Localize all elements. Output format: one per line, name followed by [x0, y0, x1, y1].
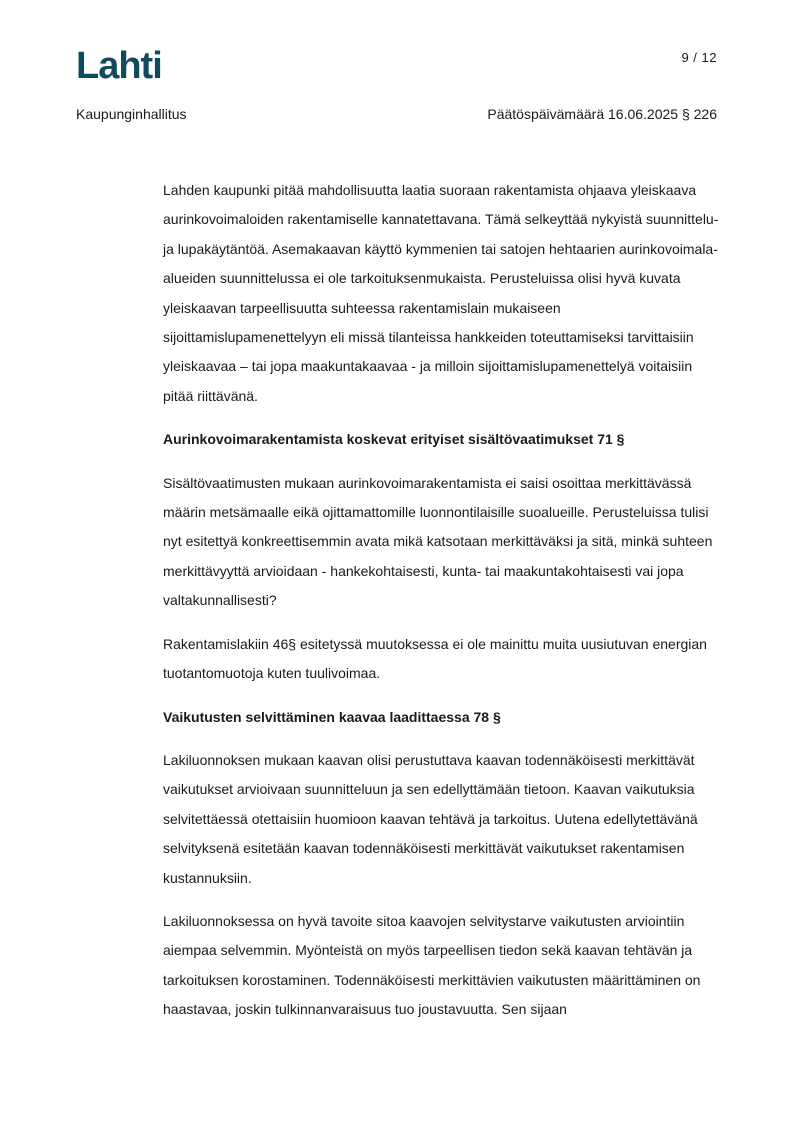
document-header [76, 106, 717, 122]
paragraph: Rakentamislakiin 46§ esitetyssä muutoksessa ei ole mainittu muita uusiutuvan energian tuotantomuotoja kuten tuulivoimaa. [163, 635, 707, 682]
paragraph: Lahden kaupunki pitää mahdollisuutta laatia suoraan rakentamista ohjaava yleiskaava aurinkovoimaloiden rakentamiselle kannatettavana. Tämä selkeyttää nykyistä suunnittelu- ja lupakäytäntöä. Asemakaavan käyttö kymmenien tai satojen hehtaarien aurinkovoimala-alueiden suunnittelussa ei ole tarkoituksenmukaista. Perusteluissa olisi hyvä kuvata yleiskaavan tarpeellisuutta suhteessa rakentamislain mukaiseen sijoittamislupamenettelyyn eli missä tilanteissa hankkeiden toteuttamiseksi tarvittaisiin yleiskaavaa – tai jopa maakuntakaavaa - ja milloin sijoittamislupamenettelyä voitaisiin pitää riittävänä. [163, 182, 719, 404]
lahti-logo [76, 44, 168, 84]
paragraph: Sisältövaatimusten mukaan aurinkovoimarakentamista ei saisi osoittaa merkittävässä määrin metsämaalle eikä ojittamattomille luonnontilaisille suoalueille. Perusteluissa tulisi nyt esitettyä konkreettisemmin avata mikä katsotaan merkittäväksi ja sitä, minkä suhteen merkittävyyttä arvioidaan - hankekohtaisesti, kunta- tai maakuntakohtaisesti vai jopa valtakunnallisesti? [163, 474, 713, 609]
paragraph: Lakiluonnoksen mukaan kaavan olisi perustuttava kaavan todennäköisesti merkittävät vaikutukset arvioivaan suunnitteluun ja sen edellyttämään tietoon. Kaavan vaikutuksia selvitettäessä otettaisiin huomioon kaavan tehtävä ja tarkoitus. Uutena edellytettävänä selvityksenä esitetään kaavan todennäköisesti merkittävät vaikutukset rakentamisen kustannuksiin. [163, 751, 698, 886]
organization-name: Kaupunginhallitus [76, 106, 187, 122]
section-heading: Aurinkovoimarakentamista koskevat erityiset sisältövaatimukset 71 § [163, 431, 625, 448]
logo-wordmark: Lahti [76, 45, 162, 84]
decision-date: Päätöspäivämäärä 16.06.2025 § 226 [487, 106, 717, 122]
document-body [163, 176, 723, 1039]
page-number: 9 / 12 [681, 50, 717, 65]
section-heading: Vaikutusten selvittäminen kaavaa laadittaessa 78 § [163, 708, 501, 725]
paragraph: Lakiluonnoksessa on hyvä tavoite sitoa kaavojen selvitystarve vaikutusten arviointiin aiempaa selvemmin. Myönteistä on myös tarpeellisen tiedon sekä kaavan tehtävän ja tarkoituksen korostaminen. Todennäköisesti merkittävien vaikutusten määrittäminen on haastavaa, joskin tulkinnanvaraisuus tuo joustavuutta. Sen sijaan [163, 912, 701, 1018]
